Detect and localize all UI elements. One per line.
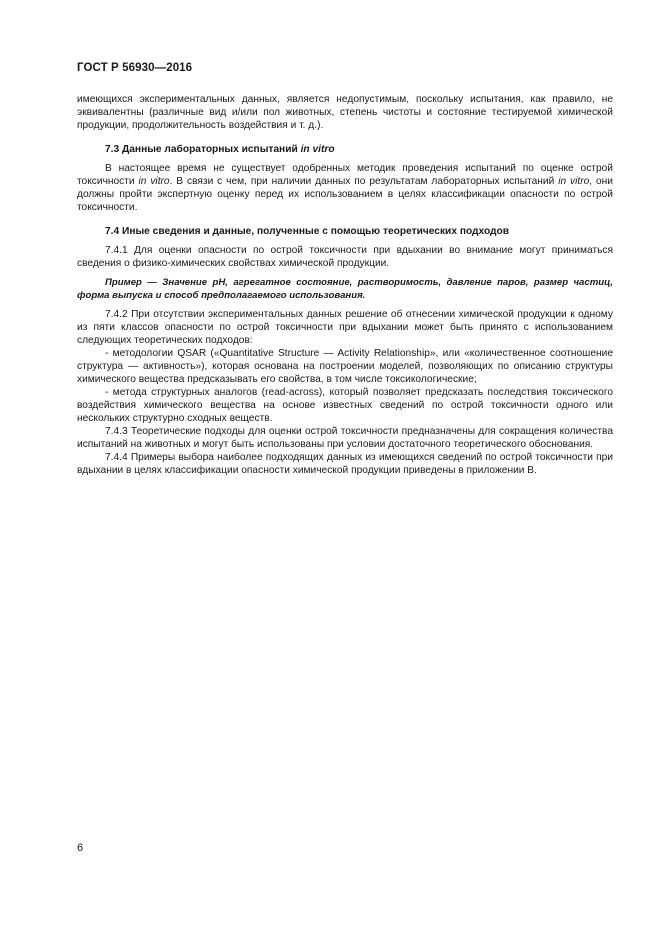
document-body (77, 93, 613, 477)
section-7-3-paragraph: В настоящее время не существует одобренных методик проведения испытаний по оценке острой токсичности in vitro. В связи с чем, при наличии данных по результатам лабораторных испытаний in vitro, они должны пройти экспертную оценку перед их использованием в целях классификации опасности по острой токсичности. (77, 163, 613, 213)
intro-paragraph: имеющихся экспериментальных данных, является недопустимым, поскольку испытания, как правило, не эквивалентны (различные вид и/или пол животных, степень чистоты и состояние тестируемой химической продукции, продолжительность воздействия и т. д.). (77, 94, 613, 131)
paragraph-7-4-4: 7.4.4 Примеры выбора наиболее подходящих данных из имеющихся сведений по острой токсичности при вдыхании в целях классификации опасности химической продукции приведены в приложении В. (77, 452, 613, 476)
section-7-3-heading: 7.3 Данные лабораторных испытаний in vitro (105, 144, 335, 155)
example-note: Пример — Значение pH, агрегатное состояние, растворимость, давление паров, размер частиц, форма выпуска и способ предполагаемого использования. (77, 277, 613, 301)
page-number: 6 (77, 842, 84, 854)
section-7-4-heading: 7.4 Иные сведения и данные, полученные с помощью теоретических подходов (105, 226, 509, 237)
paragraph-7-4-1: 7.4.1 Для оценки опасности по острой токсичности при вдыхании во внимание могут приниматься сведения о физико-химических свойствах химической продукции. (77, 245, 613, 269)
document-header: ГОСТ Р 56930—2016 (77, 62, 193, 74)
paragraph-7-4-3: 7.4.3 Теоретические подходы для оценки острой токсичности предназначены для сокращения количества испытаний на животных и могут быть использованы при условии достаточного теоретического обоснования. (77, 426, 613, 450)
paragraph-7-4-2: 7.4.2 При отсутствии экспериментальных данных решение об отнесении химической продукции к одному из пяти классов опасности по острой токсичности при вдыхании может быть принято с использованием следующих теоретических подходов: (77, 309, 613, 346)
list-item-qsar: - методологии QSAR («Quantitative Structure — Activity Relationship», или «количественное соотношение структура — активность»), которая основана на построении моделей, позволяющих по описанию структуры химического вещества предсказывать его свойства, в том числе токсикологические; (77, 348, 613, 385)
list-item-read-across: - метода структурных аналогов (read-across), который позволяет предсказать последствия токсического воздействия химического вещества на основе известных сведений по острой токсичности одного или нескольких структурно сходных веществ. (77, 387, 613, 424)
